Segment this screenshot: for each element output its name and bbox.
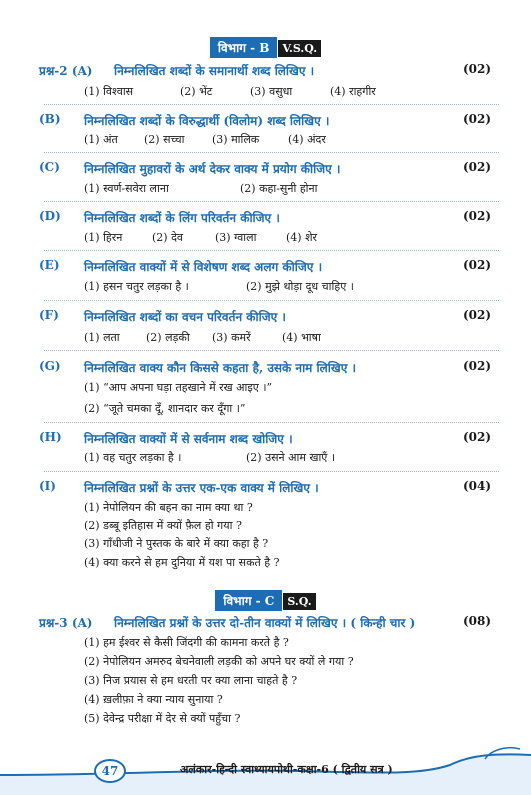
divider (44, 152, 499, 153)
list-item: (4) क्या करने से हम दुनिया में यश पा सकते है ? (84, 556, 280, 569)
question-h-title: निम्नलिखित वाक्यों में से सर्वनाम शब्द खोजिए । (84, 432, 293, 446)
divider (44, 300, 499, 301)
option: (3) वसुधा (250, 85, 293, 98)
question-g-title: निम्नलिखित वाक्य कौन किससे कहता है, उसके नाम लिखिए । (84, 361, 357, 375)
question-i-marks: (04) (462, 479, 491, 493)
list-item: (2) डब्बू इतिहास में क्यों फ़ैल हो गया ? (84, 519, 242, 532)
footer-title: अलंकार-हिन्दी स्वाध्यायपोथी-कक्षा-6 ( द्वितीय सत्र ) (180, 763, 393, 776)
question-f-marks: (02) (462, 308, 491, 322)
section-c-banner (0, 590, 531, 611)
section-b-tag: V.S.Q. (278, 40, 321, 57)
question-h-marks: (02) (462, 430, 491, 444)
question-d-marks: (02) (462, 209, 491, 223)
option: (1) हिरन (84, 231, 123, 244)
divider (44, 201, 499, 202)
option: (1) हसन चतुर लड़का है । (84, 280, 189, 293)
question-2a-marks: (02) (462, 62, 491, 76)
option: (2) सच्चा (144, 133, 185, 146)
question-b-label: (B) (39, 112, 61, 126)
divider (44, 104, 499, 105)
option: (1) स्वर्ण-सवेरा लाना (84, 182, 169, 195)
option: (1) वह चतुर लड़का है । (84, 451, 182, 464)
question-f-title: निम्नलिखित शब्दों का वचन परिवर्तन कीजिए । (84, 310, 286, 324)
question-e-title: निम्नलिखित वाक्यों में से विशेषण शब्द अलग कीजिए । (84, 260, 323, 274)
section-c-title: विभाग - C (215, 590, 282, 611)
question-i-label: (I) (39, 479, 56, 493)
option: (4) शेर (286, 231, 318, 244)
question-3a-marks: (08) (462, 614, 491, 628)
question-2a-title: निम्नलिखित शब्दों के समानार्थी शब्द लिखिए । (114, 64, 315, 78)
option: (2) उसने आम खाएँ । (246, 451, 336, 464)
question-3a-title: निम्नलिखित प्रश्नों के उत्तर दो-तीन वाक्यों में लिखिए । ( किन्ही चार ) (114, 616, 416, 630)
question-i-title: निम्नलिखित प्रश्नों के उत्तर एक-एक वाक्य में लिखिए । (84, 481, 319, 495)
page-number: 47 (94, 759, 126, 783)
question-d-label: (D) (39, 209, 61, 223)
list-item: (5) देवेन्द्र परीक्षा में देर से क्यों पहुँचा ? (84, 712, 241, 725)
question-b-title: निम्नलिखित शब्दों के विरुद्धार्थी (विलोम) शब्द लिखिए । (84, 114, 330, 128)
question-c-marks: (02) (462, 160, 491, 174)
option: (2) भेंट (180, 85, 213, 98)
option: (2) “जूते चमका दूँ, शानदार कर दूँगा ।” (84, 402, 246, 415)
option: (4) राहगीर (330, 85, 376, 98)
section-c-tag: S.Q. (283, 593, 315, 610)
section-b-banner (0, 37, 531, 58)
option: (4) भाषा (282, 331, 321, 344)
option: (1) विश्वास (84, 85, 134, 98)
option: (3) मालिक (212, 133, 260, 146)
section-b-title: विभाग - B (210, 37, 278, 58)
option: (1) “आप अपना घड़ा तहखाने में रख आइए ।” (84, 381, 273, 394)
question-g-marks: (02) (462, 359, 491, 373)
divider (44, 250, 499, 251)
option: (2) लड़की (146, 331, 190, 344)
divider (44, 422, 499, 423)
option: (1) अंत (84, 133, 118, 146)
list-item: (4) ख़लीफ़ा ने क्या न्याय सुनाया ? (84, 693, 223, 706)
list-item: (3) गाँधीजी ने पुस्तक के बारे में क्या कहा है ? (84, 537, 269, 550)
list-item: (1) नेपोलियन की बहन का नाम क्या था ? (84, 501, 253, 514)
divider (44, 350, 499, 351)
option: (3) ग्वाला (215, 231, 257, 244)
list-item: (2) नेपोलियन अमरुद बेचनेवाली लड़की को अपने घर क्यों ले गया ? (84, 655, 354, 668)
option: (4) अंदर (288, 133, 326, 146)
option: (1) लता (84, 331, 120, 344)
list-item: (3) निज प्रयास से हम धरती पर क्या लाना चाहते है ? (84, 674, 298, 687)
question-e-marks: (02) (462, 258, 491, 272)
question-e-label: (E) (39, 258, 60, 272)
question-g-label: (G) (39, 359, 61, 373)
question-b-marks: (02) (462, 112, 491, 126)
question-h-label: (H) (39, 430, 62, 444)
option: (2) मुझे थोड़ा दूध चाहिए । (246, 280, 354, 293)
question-d-title: निम्नलिखित शब्दों के लिंग परिवर्तन कीजिए । (84, 211, 280, 225)
option: (3) कमरें (212, 331, 251, 344)
option: (2) देव (152, 231, 184, 244)
list-item: (1) हम ईश्वर से कैसी जिंदगी की कामना करते है ? (84, 636, 289, 649)
question-c-title: निम्नलिखित मुहावरों के अर्थ देकर वाक्य में प्रयोग कीजिए । (84, 162, 341, 176)
question-2a-label: प्रश्न-2 (A) (39, 64, 93, 78)
question-f-label: (F) (39, 308, 59, 322)
option: (2) कहा-सुनी होना (240, 182, 318, 195)
divider (44, 471, 499, 472)
question-3a-label: प्रश्न-3 (A) (39, 616, 93, 630)
question-c-label: (C) (39, 160, 60, 174)
